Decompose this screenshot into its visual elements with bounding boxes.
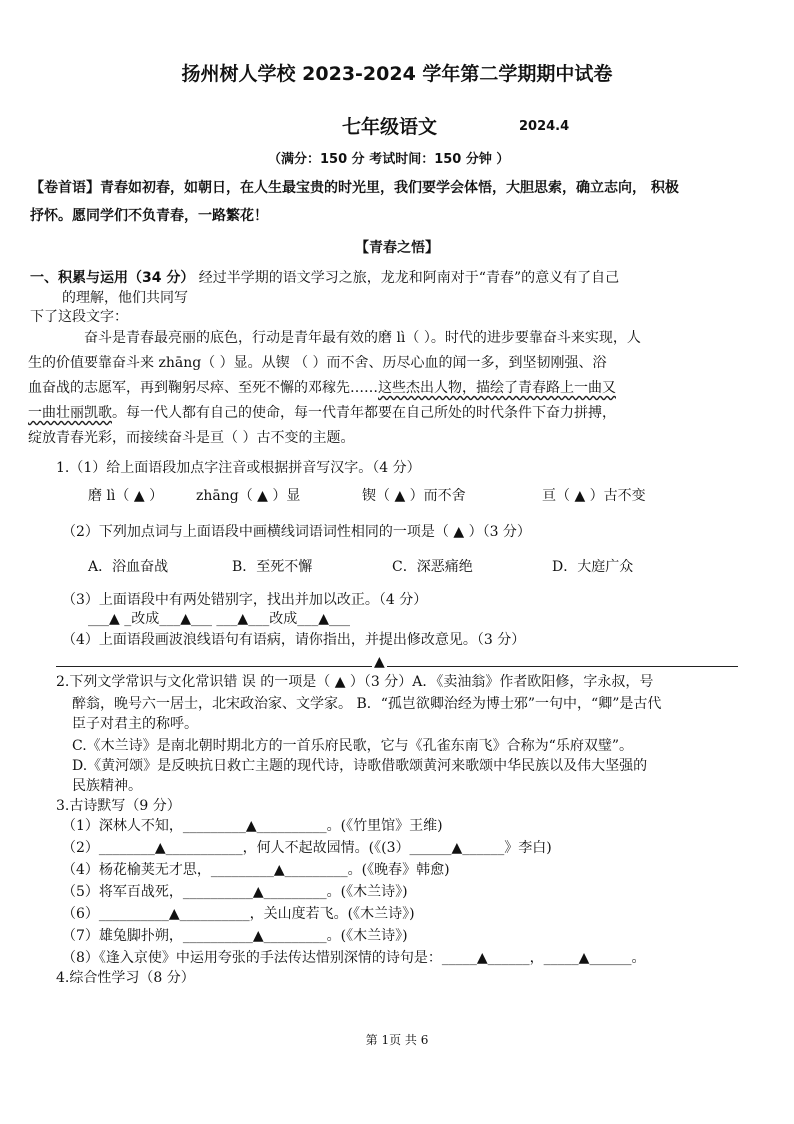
q1-sub2: （2）下列加点词与上面语段中画横线词语词性相同的一项是（ ▲ ）（3 分） <box>62 524 531 540</box>
wavy-underlined-sentence-1: 这些杰出人物，描绘了青春路上一曲又 <box>378 380 616 396</box>
q3-line-1: （1）深林人不知，_________▲__________。(《竹里馆》王维) <box>62 818 443 834</box>
q3-heading: 3.古诗默写（9 分） <box>56 798 181 814</box>
q1-item-4: 亘（ ▲ ）古不变 <box>542 488 646 504</box>
exam-title: 扬州树人学校 2023-2024 学年第二学期期中试卷 <box>181 63 613 85</box>
q1-stem: 1.（1）给上面语段加点字注音或根据拼音写汉字。（4 分） <box>56 460 421 476</box>
q2-line-2: 醉翁，晚号六一居士，北宋政治家、文学家。 B．“孤岂欲卿治经为博士邪”一句中，“卿”是古代 <box>72 696 662 712</box>
q1-sub3-blanks: ___▲ _改成___▲___ ___▲___改成___▲___ <box>88 611 350 627</box>
q3-line-5: （6）__________▲__________，关山度若飞。(《木兰诗》) <box>62 906 415 922</box>
q2-line-1: 2.下列文学常识与文化常识错 误 的一项是（ ▲ ）（3 分）A．《卖油翁》作者欧阳修，字永叔，号 <box>56 674 654 690</box>
answer-line <box>56 666 738 667</box>
q2-line-3: 臣子对君主的称呼。 <box>72 716 198 732</box>
passage <box>28 326 746 451</box>
part1-line-2: 的理解，他们共同写 <box>62 290 188 306</box>
passage-line-2: 生的价值要靠奋斗来 zhāng（ ）显。从锲 （ ）而不舍、历尽心血的闻一多，到坚韧刚强、浴 <box>28 355 607 371</box>
passage-line-1: 奋斗是青春最亮丽的底色，行动是青年最有效的磨 lì（ ）。时代的进步要靠奋斗来实现，人 <box>84 330 641 346</box>
q2-line-5: D.《黄河颂》是反映抗日救亡主题的现代诗，诗歌借歌颂黄河来歌颂中华民族以及伟大坚强的 <box>72 758 648 774</box>
q1-option-c: C．深恶痛绝 <box>392 559 473 575</box>
q3-line-7: （8）《逢入京使》中运用夸张的手法传达惜别深情的诗句是：_____▲______，_____▲______。 <box>62 950 646 966</box>
q3-line-2: （2）________▲___________，何人不起故园情。(《(3）______▲______》李白) <box>62 840 552 856</box>
q3-line-4: （5）将军百战死，__________▲_________。(《木兰诗》) <box>62 884 408 900</box>
part1-heading: 一、积累与运用（34 分） <box>30 270 195 286</box>
intro-line-1: 【卷首语】青春如初春，如朝日，在人生最宝贵的时光里，我们要学会体悟，大胆思索，确立志向， 积极 <box>30 180 679 196</box>
q4-heading: 4.综合性学习（8 分） <box>56 970 195 986</box>
score-info: （满分：150 分 考试时间：150 分钟 ） <box>268 152 510 167</box>
passage-line-4b: 。每一代人都有自己的使命，每一代青年都要在自己所处的时代条件下奋力拼搏， <box>112 405 616 421</box>
exam-subtitle: 七年级语文 <box>342 116 438 138</box>
part1-heading-line <box>30 268 619 288</box>
answer-mark: ▲ <box>374 654 385 670</box>
q1-sub3: （3）上面语段中有两处错别字，找出并加以改正。（4 分） <box>62 592 428 608</box>
exam-date: 2024.4 <box>519 119 570 134</box>
section-heading: 【青春之悟】 <box>355 240 439 256</box>
wavy-underlined-sentence-2: 一曲壮丽凯歌 <box>28 405 112 421</box>
part1-line-3: 下了这段文字： <box>30 309 128 325</box>
q3-line-6: （7）雄兔脚扑朔，__________▲_________。(《木兰诗》) <box>62 928 408 944</box>
q1-option-b: B．至死不懈 <box>232 559 313 575</box>
q1-option-a: A．浴血奋战 <box>88 559 169 575</box>
intro-line-2: 抒怀。愿同学们不负青春，一路繁花！ <box>30 208 268 224</box>
q1-sub4: （4）上面语段画波浪线语句有语病，请你指出，并提出修改意见。（3 分） <box>62 632 526 648</box>
passage-line-4 <box>28 401 746 426</box>
q3-line-3: （4）杨花榆荚无才思，_________▲_________。(《晚春》韩愈) <box>62 862 450 878</box>
passage-line-3a: 血奋战的志愿军，再到鞠躬尽瘁、至死不懈的邓稼先…… <box>28 380 378 396</box>
q1-item-2: zhāng（ ▲ ）显 <box>196 488 301 504</box>
q1-item-3: 锲（ ▲ ）而不舍 <box>362 488 466 504</box>
passage-line-5: 绽放青春光彩，而接续奋斗是亘（ ）古不变的主题。 <box>28 430 355 446</box>
page-footer: 第 1页 共 6 <box>365 1033 429 1047</box>
q2-line-6: 民族精神。 <box>72 778 142 794</box>
part1-heading-rest: 经过半学期的语文学习之旅，龙龙和阿南对于“青春”的意义有了自己 <box>194 270 620 286</box>
q1-item-1: 磨 lì（ ▲ ） <box>88 488 164 504</box>
q2-line-4: C.《木兰诗》是南北朝时期北方的一首乐府民歌，它与《孔雀东南飞》合称为“乐府双璧”。 <box>72 738 633 754</box>
passage-line-3 <box>28 376 746 401</box>
q1-option-d: D．大庭广众 <box>552 559 634 575</box>
